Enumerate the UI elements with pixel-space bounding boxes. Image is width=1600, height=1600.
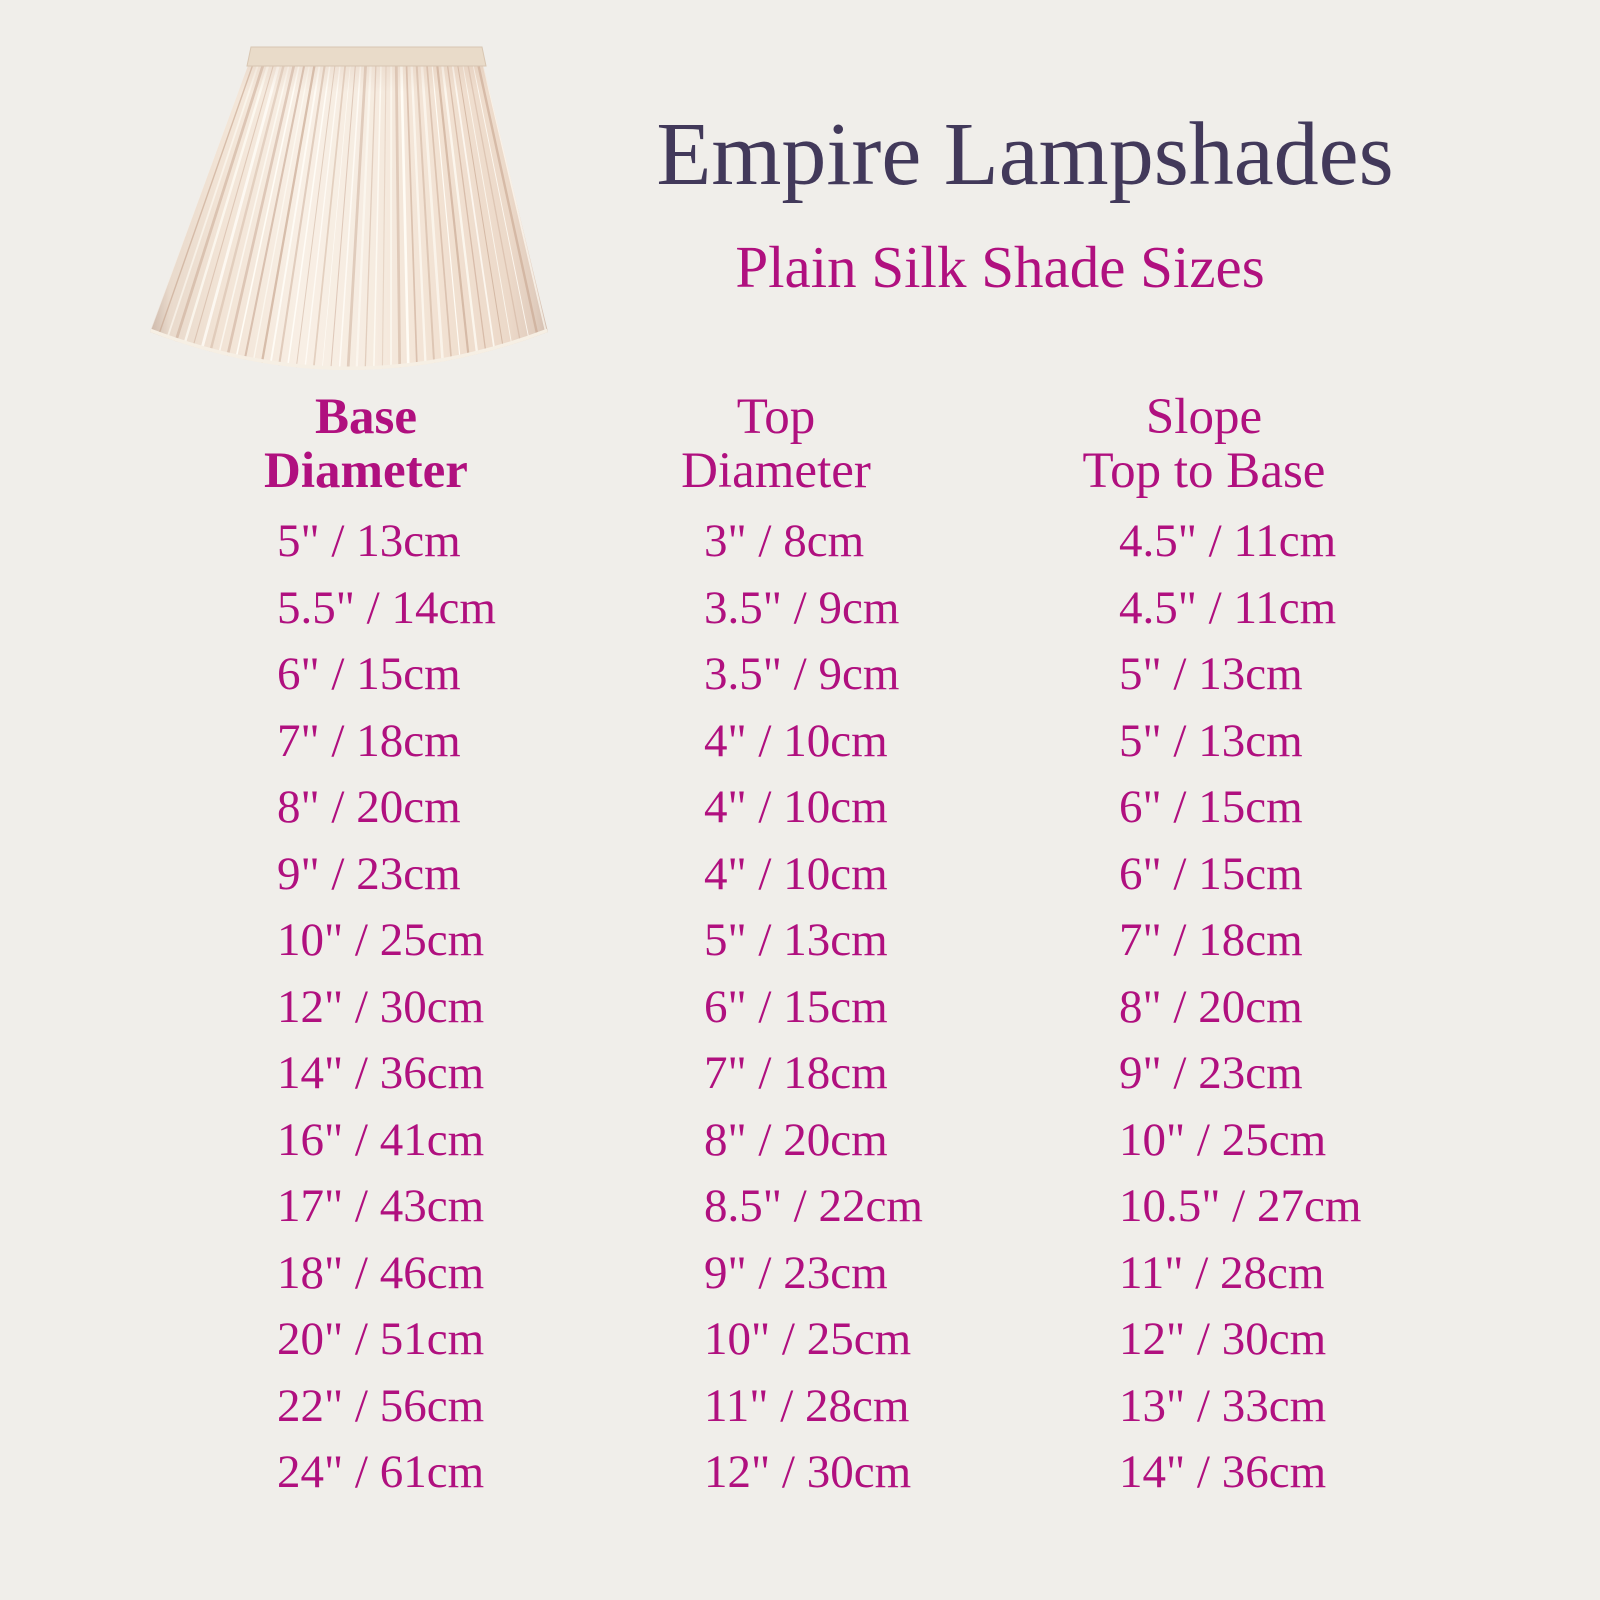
size-row: 4.5" / 11cm	[1119, 515, 1337, 568]
column-top-diameter-rows	[704, 508, 923, 1506]
size-row: 16" / 41cm	[277, 1113, 485, 1166]
size-row: 6" / 15cm	[277, 648, 461, 701]
size-row: 10.5" / 27cm	[1119, 1180, 1362, 1233]
size-row: 4" / 10cm	[704, 714, 888, 767]
size-row: 8.5" / 22cm	[704, 1180, 923, 1233]
column-header-base-line2: Diameter	[264, 443, 468, 499]
size-row: 8" / 20cm	[1119, 980, 1303, 1033]
size-row: 5" / 13cm	[277, 515, 461, 568]
size-row: 10" / 25cm	[1119, 1113, 1327, 1166]
size-row: 5.5" / 14cm	[277, 581, 496, 634]
column-header-base-diameter	[186, 390, 546, 498]
size-row: 20" / 51cm	[277, 1313, 485, 1366]
size-row: 11" / 28cm	[1119, 1246, 1325, 1299]
column-slope-rows	[1119, 508, 1361, 1506]
page-subtitle: Plain Silk Shade Sizes	[735, 234, 1265, 300]
column-header-slope-line2: Top to Base	[1082, 443, 1326, 499]
column-header-top-line1: Top	[736, 389, 816, 445]
size-row: 17" / 43cm	[277, 1180, 485, 1233]
size-row: 10" / 25cm	[704, 1313, 912, 1366]
size-row: 5" / 13cm	[1119, 648, 1303, 701]
column-header-top-diameter	[596, 390, 956, 498]
size-row: 24" / 61cm	[277, 1446, 485, 1499]
size-row: 8" / 20cm	[704, 1113, 888, 1166]
size-row: 9" / 23cm	[704, 1246, 888, 1299]
size-row: 5" / 13cm	[704, 914, 888, 967]
size-row: 6" / 15cm	[704, 980, 888, 1033]
size-row: 14" / 36cm	[1119, 1446, 1327, 1499]
size-row: 12" / 30cm	[277, 980, 485, 1033]
size-row: 12" / 30cm	[704, 1446, 912, 1499]
lampshade-image	[148, 36, 550, 382]
column-header-slope	[1024, 390, 1384, 498]
size-row: 14" / 36cm	[277, 1047, 485, 1100]
size-row: 3.5" / 9cm	[704, 581, 900, 634]
size-row: 4" / 10cm	[704, 781, 888, 834]
size-row: 13" / 33cm	[1119, 1379, 1327, 1432]
size-row: 9" / 23cm	[277, 847, 461, 900]
column-header-base-line1: Base	[315, 389, 417, 445]
size-row: 22" / 56cm	[277, 1379, 485, 1432]
size-row: 6" / 15cm	[1119, 847, 1303, 900]
column-base-diameter-rows	[277, 508, 496, 1506]
size-row: 12" / 30cm	[1119, 1313, 1327, 1366]
size-row: 3.5" / 9cm	[704, 648, 900, 701]
size-row: 7" / 18cm	[704, 1047, 888, 1100]
size-row: 3" / 8cm	[704, 515, 865, 568]
size-row: 7" / 18cm	[1119, 914, 1303, 967]
size-row: 8" / 20cm	[277, 781, 461, 834]
page-title: Empire Lampshades	[656, 105, 1394, 204]
lampshade-top-band	[247, 47, 486, 66]
size-row: 9" / 23cm	[1119, 1047, 1303, 1100]
size-row: 18" / 46cm	[277, 1246, 485, 1299]
size-row: 4.5" / 11cm	[1119, 581, 1337, 634]
size-row: 5" / 13cm	[1119, 714, 1303, 767]
size-row: 11" / 28cm	[704, 1379, 910, 1432]
size-row: 4" / 10cm	[704, 847, 888, 900]
column-header-slope-line1: Slope	[1145, 389, 1263, 445]
column-header-top-line2: Diameter	[681, 443, 871, 499]
lampshade-photo	[148, 36, 550, 382]
size-row: 7" / 18cm	[277, 714, 461, 767]
size-row: 6" / 15cm	[1119, 781, 1303, 834]
size-row: 10" / 25cm	[277, 914, 485, 967]
